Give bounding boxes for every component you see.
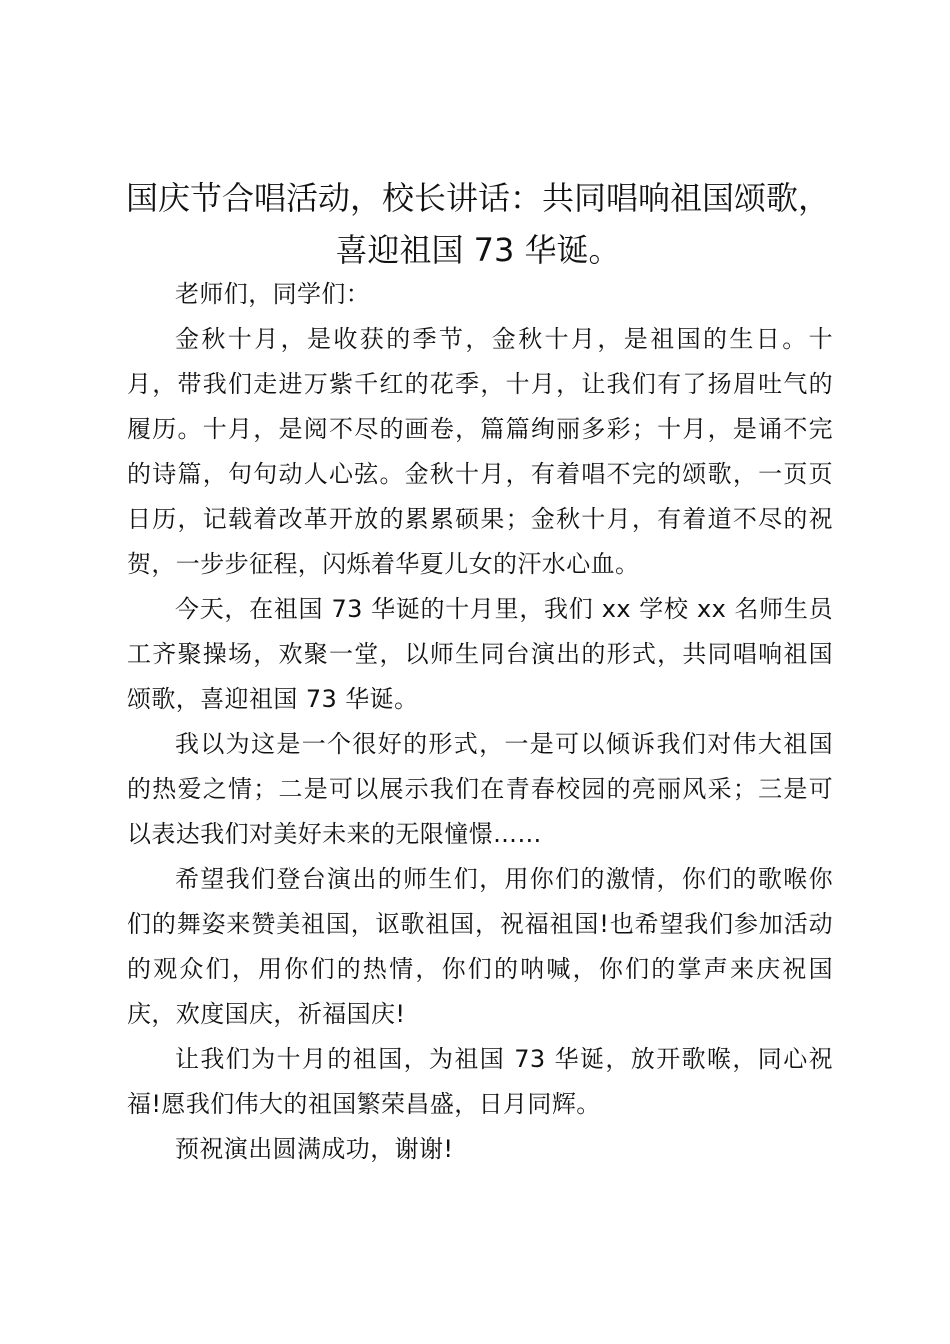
document-title: 国庆节合唱活动，校长讲话：共同唱响祖国颂歌，喜迎祖国 73 华诞。 bbox=[125, 179, 830, 269]
paragraph-today: 今天，在祖国 73 华诞的十月里，我们 xx 学校 xx 名师生员工齐聚操场，欢聚一堂，以师生同台演出的形式，共同唱响祖国颂歌，喜迎祖国 73 华诞。 bbox=[127, 595, 833, 713]
paragraph-closing: 预祝演出圆满成功，谢谢! bbox=[175, 1135, 454, 1163]
document-body bbox=[127, 272, 833, 1172]
paragraph-salutation: 老师们，同学们： bbox=[175, 280, 371, 308]
paragraph-hope: 希望我们登台演出的师生们，用你们的激情，你们的歌喉你们的舞姿来赞美祖国，讴歌祖国，祝福祖国!也希望我们参加活动的观众们，用你们的热情，你们的呐喊，你们的掌声来庆祝国庆，欢度国庆，祈福国庆! bbox=[127, 865, 833, 1028]
paragraph-good-form: 我以为这是一个很好的形式，一是可以倾诉我们对伟大祖国的热爱之情；二是可以展示我们在青春校园的亮丽风采；三是可以表达我们对美好未来的无限憧憬…… bbox=[127, 730, 833, 848]
paragraph-blessing: 让我们为十月的祖国，为祖国 73 华诞，放开歌喉，同心祝福!愿我们伟大的祖国繁荣昌盛，日月同辉。 bbox=[127, 1045, 833, 1118]
paragraph-golden-autumn: 金秋十月，是收获的季节，金秋十月，是祖国的生日。十月，带我们走进万紫千红的花季，十月，让我们有了扬眉吐气的履历。十月，是阅不尽的画卷，篇篇绚丽多彩；十月，是诵不完的诗篇，句句动人心弦。金秋十月，有着唱不完的颂歌，一页页日历，记载着改革开放的累累硕果；金秋十月，有着道不尽的祝贺，一步步征程，闪烁着华夏儿女的汗水心血。 bbox=[127, 325, 833, 578]
